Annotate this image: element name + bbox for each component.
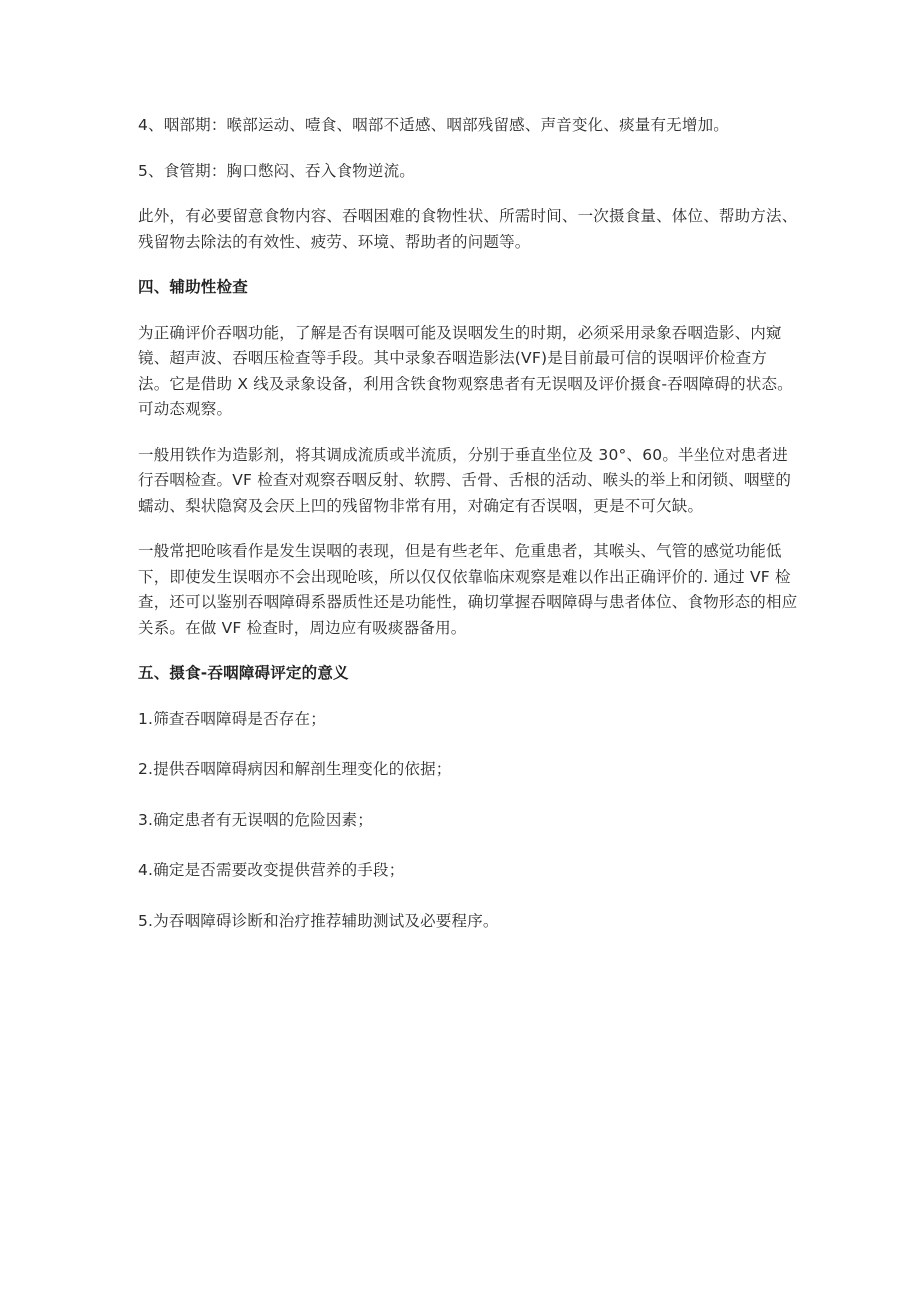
section4-paragraph-3: 一般常把呛咳看作是发生误咽的表现，但是有些老年、危重患者，其喉头、气管的感觉功能低下，即使发生误咽亦不会出现呛咳，所以仅仅依靠临床观察是难以作出正确评价的. 通过 VF 检查，还可以鉴别吞咽障碍系器质性还是功能性，确切掌握吞咽障碍与患者体位、食物形态的相应关系。在做 VF 检查时，周边应有吸痰器备用。 bbox=[138, 542, 798, 637]
significance-item-5: 5.为吞咽障碍诊断和治疗推荐辅助测试及必要程序。 bbox=[138, 911, 499, 930]
section4-paragraph-1: 为正确评价吞咽功能，了解是否有误咽可能及误咽发生的时期，必须采用录象吞咽造影、内窥镜、超声波、吞咽压检查等手段。其中录象吞咽造影法(VF)是目前最可信的误咽评价检查方法。它是借助 X 线及录象设备，利用含铁食物观察患者有无误咽及评价摄食-吞咽障碍的状态。可动态观察。 bbox=[138, 323, 793, 418]
significance-item-1: 1.筛查吞咽障碍是否存在； bbox=[138, 709, 326, 728]
section-heading-assessment-significance: 五、摄食-吞咽障碍评定的意义 bbox=[138, 664, 349, 682]
intro-item-pharyngeal-phase: 4、咽部期：喉部运动、噎食、咽部不适感、咽部残留感、声音变化、痰量有无增加。 bbox=[138, 116, 729, 134]
significance-item-4: 4.确定是否需要改变提供营养的手段； bbox=[138, 861, 405, 879]
intro-item-esophageal-phase: 5、食管期：胸口憋闷、吞入食物逆流。 bbox=[138, 161, 415, 180]
intro-paragraph: 此外，有必要留意食物内容、吞咽困难的食物性状、所需时间、一次摄食量、体位、帮助方法、残留物去除法的有效性、疲劳、环境、帮助者的问题等。 bbox=[138, 207, 798, 251]
section4-paragraph-2: 一般用铁作为造影剂，将其调成流质或半流质，分别于垂直坐位及 30°、60。半坐位对患者进行吞咽检查。VF 检查对观察吞咽反射、软腭、舌骨、舌根的活动、喉头的举上和闭锁、咽壁的蠕动、梨状隐窝及会厌上凹的残留物非常有用，对确定有否误咽，更是不可欠缺。 bbox=[138, 445, 792, 515]
section-heading-auxiliary-exam: 四、辅助性检查 bbox=[138, 278, 248, 296]
significance-item-2: 2.提供吞咽障碍病因和解剖生理变化的依据； bbox=[138, 760, 452, 778]
significance-item-3: 3.确定患者有无误咽的危险因素； bbox=[138, 810, 373, 829]
document-body bbox=[138, 113, 798, 959]
